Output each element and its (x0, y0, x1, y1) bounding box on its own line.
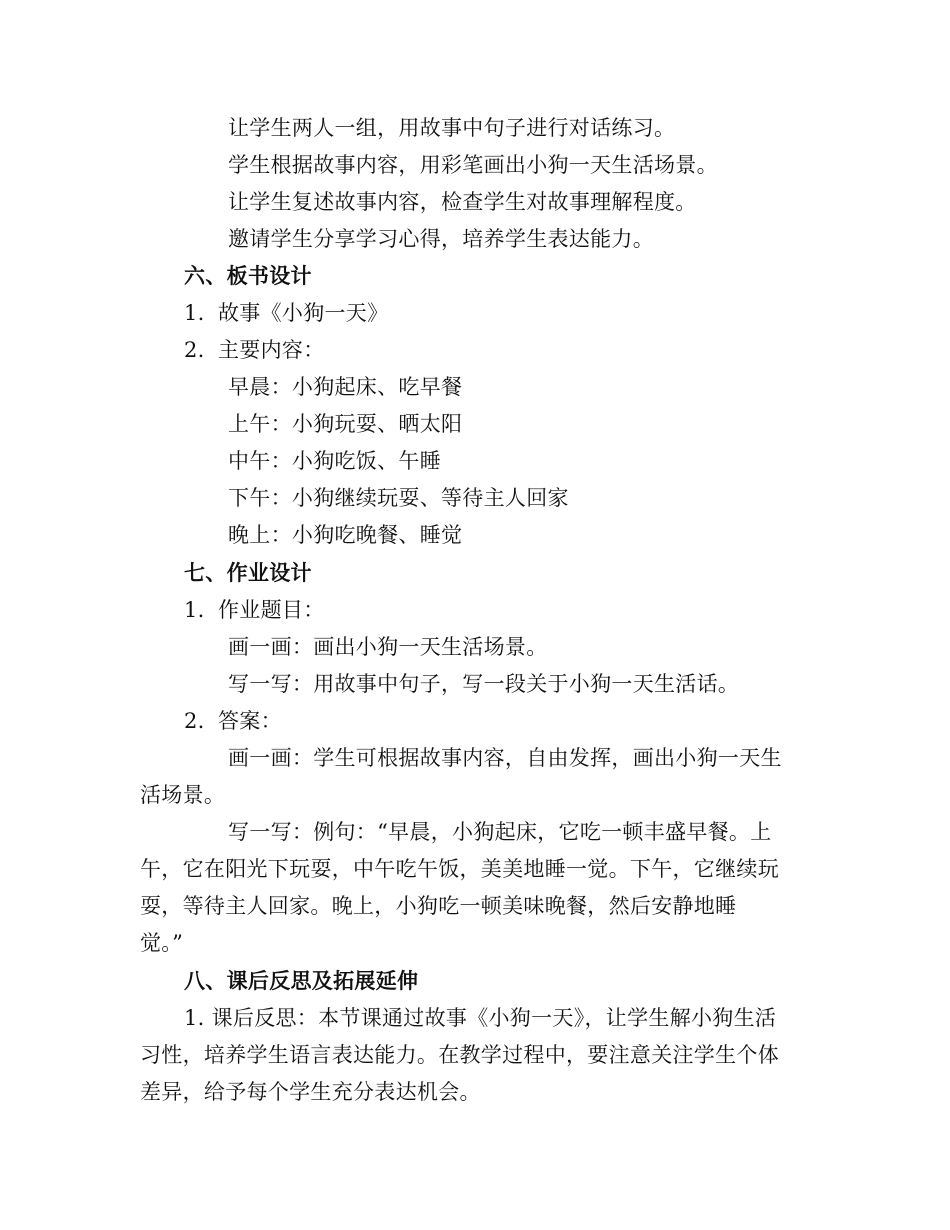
content-line: 下午：小狗继续玩耍、等待主人回家 (228, 486, 569, 510)
answer-line: 写一写：例句：“早晨，小狗起床，它吃一顿丰盛早餐。上 (228, 820, 772, 844)
list-item (184, 336, 325, 364)
list-item (184, 299, 388, 327)
section-heading-board-design: 六、板书设计 (184, 263, 312, 288)
reflection-line: 1. 课后反思：本节课通过故事《小狗一天》，让学生解小狗生活 (184, 1006, 777, 1030)
task-line: 画一画：画出小狗一天生活场景。 (228, 635, 548, 659)
list-text: 作业题目： (218, 598, 325, 622)
reflection-line: 差异，给予每个学生充分表达机会。 (140, 1080, 481, 1104)
list-number: 1. (184, 598, 205, 622)
list-text: 答案： (218, 709, 282, 733)
answer-line: 觉。” (140, 931, 184, 955)
reflection-line: 习性，培养学生语言表达能力。在教学过程中，要注意关注学生个体 (140, 1043, 779, 1067)
list-item (184, 596, 325, 624)
list-text: 故事《小狗一天》 (218, 301, 389, 325)
answer-line: 活场景。 (140, 783, 226, 807)
content-line: 上午：小狗玩耍、晒太阳 (228, 412, 463, 436)
answer-line: 耍，等待主人回家。晚上，小狗吃一顿美味晚餐，然后安静地睡 (140, 894, 737, 918)
answer-line: 画一画：学生可根据故事内容，自由发挥，画出小狗一天生 (228, 746, 782, 770)
activity-line: 让学生复述故事内容，检查学生对故事理解程度。 (228, 190, 697, 214)
list-number: 2. (184, 709, 205, 733)
activity-line: 让学生两人一组，用故事中句子进行对话练习。 (228, 116, 676, 140)
section-heading-reflection: 八、课后反思及拓展延伸 (184, 968, 419, 993)
list-number: 1. (184, 301, 205, 325)
activity-line: 邀请学生分享学习心得，培养学生表达能力。 (228, 227, 654, 251)
activity-line: 学生根据故事内容，用彩笔画出小狗一天生活场景。 (228, 153, 718, 177)
task-line: 写一写：用故事中句子，写一段关于小狗一天生活话。 (228, 672, 740, 696)
answer-line: 午，它在阳光下玩耍，中午吃午饭，美美地睡一觉。下午，它继续玩 (140, 857, 779, 881)
content-line: 晚上：小狗吃晚餐、睡觉 (228, 523, 463, 547)
list-text: 主要内容： (218, 338, 325, 362)
content-line: 中午：小狗吃饭、午睡 (228, 449, 441, 473)
list-number: 2. (184, 338, 205, 362)
content-line: 早晨：小狗起床、吃早餐 (228, 375, 463, 399)
list-item (184, 707, 282, 735)
section-heading-homework-design: 七、作业设计 (184, 560, 312, 585)
